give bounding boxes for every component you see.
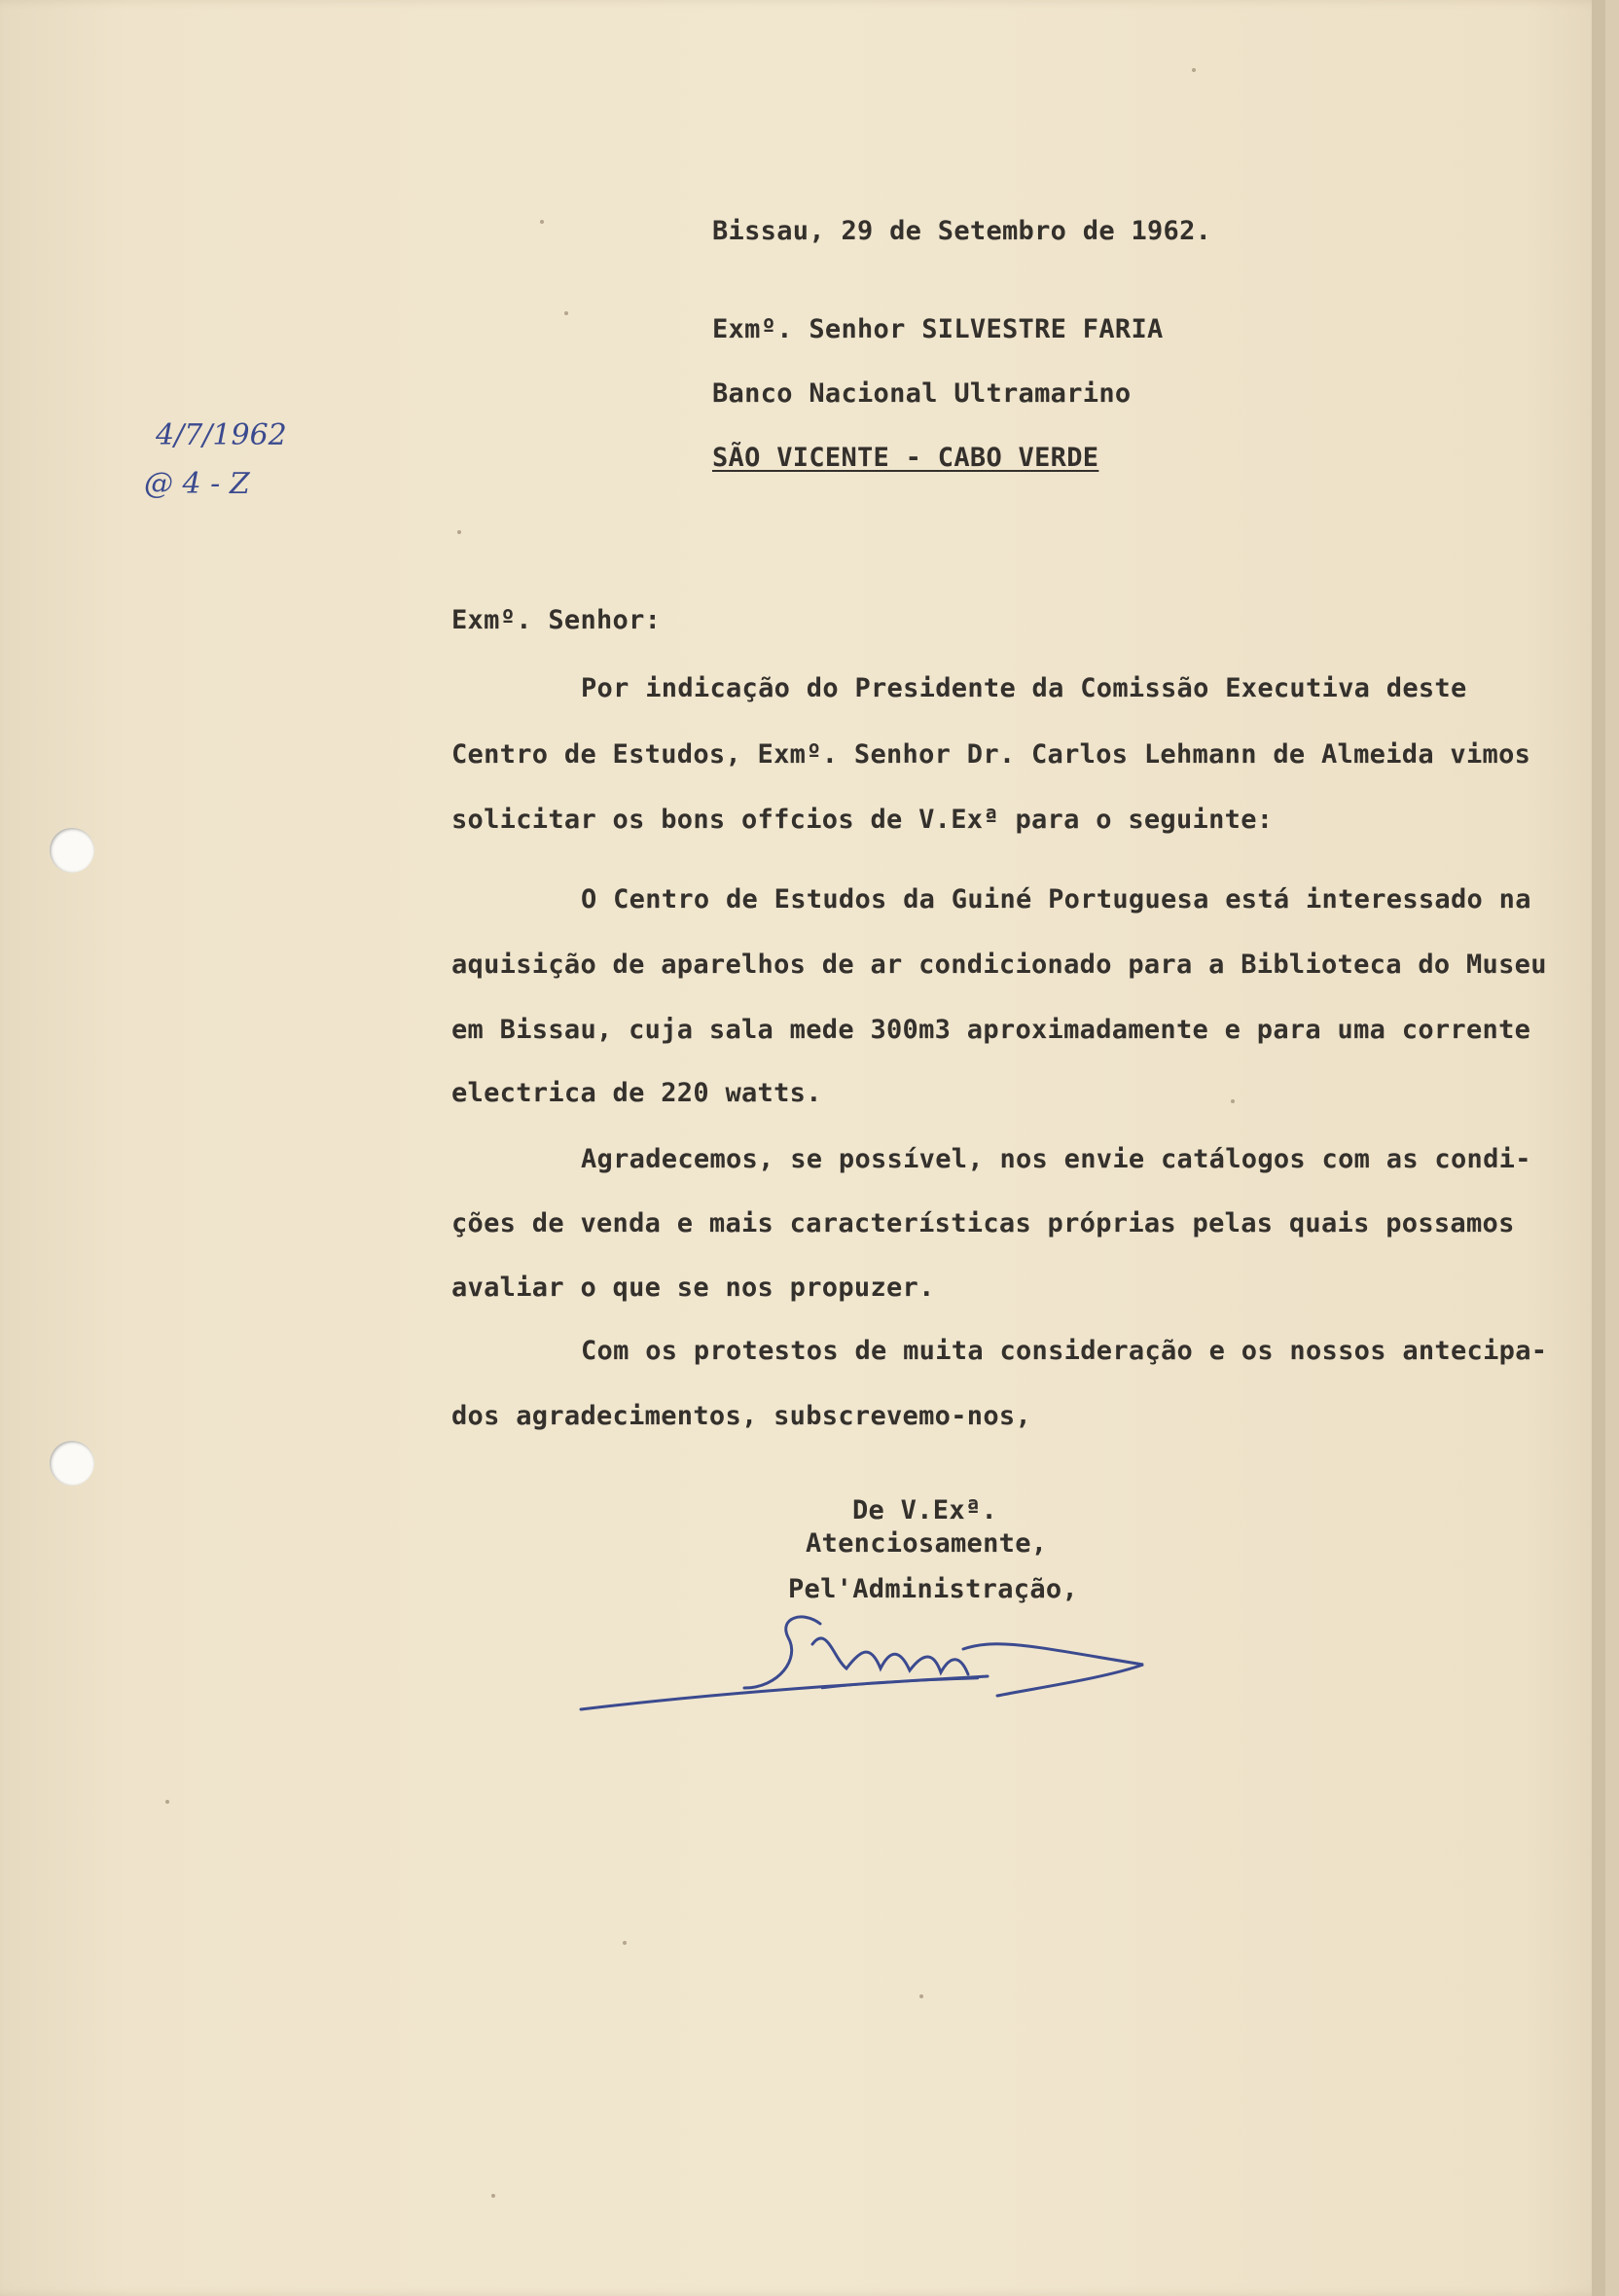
punch-hole-top — [50, 828, 94, 873]
paper-speck — [564, 311, 568, 315]
closing-line: De V.Exª. — [852, 1495, 997, 1525]
body-line: Por indicação do Presidente da Comissão Executiva deste — [581, 673, 1467, 703]
paper-edge — [1592, 0, 1605, 2296]
recipient-name: Exmº. Senhor SILVESTRE FARIA — [712, 314, 1164, 344]
body-line: solicitar os bons offcios de V.Exª para o seguinte: — [451, 805, 1274, 835]
handwritten-registry-code: @ 4 - Z — [144, 467, 250, 501]
body-line: avaliar o que se nos propuzer. — [451, 1273, 935, 1303]
closing-line: Pel'Administração, — [788, 1574, 1078, 1604]
body-line: aquisição de aparelhos de ar condicionado para a Biblioteca do Museu — [451, 950, 1547, 980]
paper-speck — [623, 1941, 627, 1945]
body-line: dos agradecimentos, subscrevemo-nos, — [451, 1401, 1031, 1431]
paper-speck — [1192, 68, 1196, 72]
paper-speck — [165, 1800, 169, 1804]
body-line: Centro de Estudos, Exmº. Senhor Dr. Carlos Lehmann de Almeida vimos — [451, 739, 1531, 770]
paper-speck — [1231, 1099, 1235, 1103]
body-line: ções de venda e mais características próprias pelas quais possamos — [451, 1208, 1515, 1238]
paper-speck — [491, 2194, 495, 2198]
punch-hole-bottom — [50, 1441, 94, 1486]
closing-line: Atenciosamente, — [806, 1528, 1048, 1559]
paper-speck — [457, 530, 461, 534]
body-line: Agradecemos, se possível, nos envie catálogos com as condi- — [581, 1144, 1531, 1174]
place-date: Bissau, 29 de Setembro de 1962. — [712, 216, 1212, 246]
recipient-address: SÃO VICENTE - CABO VERDE — [712, 443, 1099, 473]
body-line: em Bissau, cuja sala mede 300m3 aproximadamente e para uma corrente — [451, 1015, 1531, 1045]
body-line: Com os protestos de muita consideração e os nossos antecipa- — [581, 1336, 1548, 1366]
salutation: Exmº. Senhor: — [451, 605, 662, 635]
body-line: electrica de 220 watts. — [451, 1078, 822, 1108]
paper-speck — [919, 1994, 923, 1998]
body-line: O Centro de Estudos da Guiné Portuguesa está interessado na — [581, 884, 1531, 915]
paper-speck — [540, 220, 544, 224]
signature — [579, 1591, 1163, 1727]
handwritten-registry-number: 4/7/1962 — [156, 418, 287, 452]
recipient-bank: Banco Nacional Ultramarino — [712, 378, 1132, 409]
